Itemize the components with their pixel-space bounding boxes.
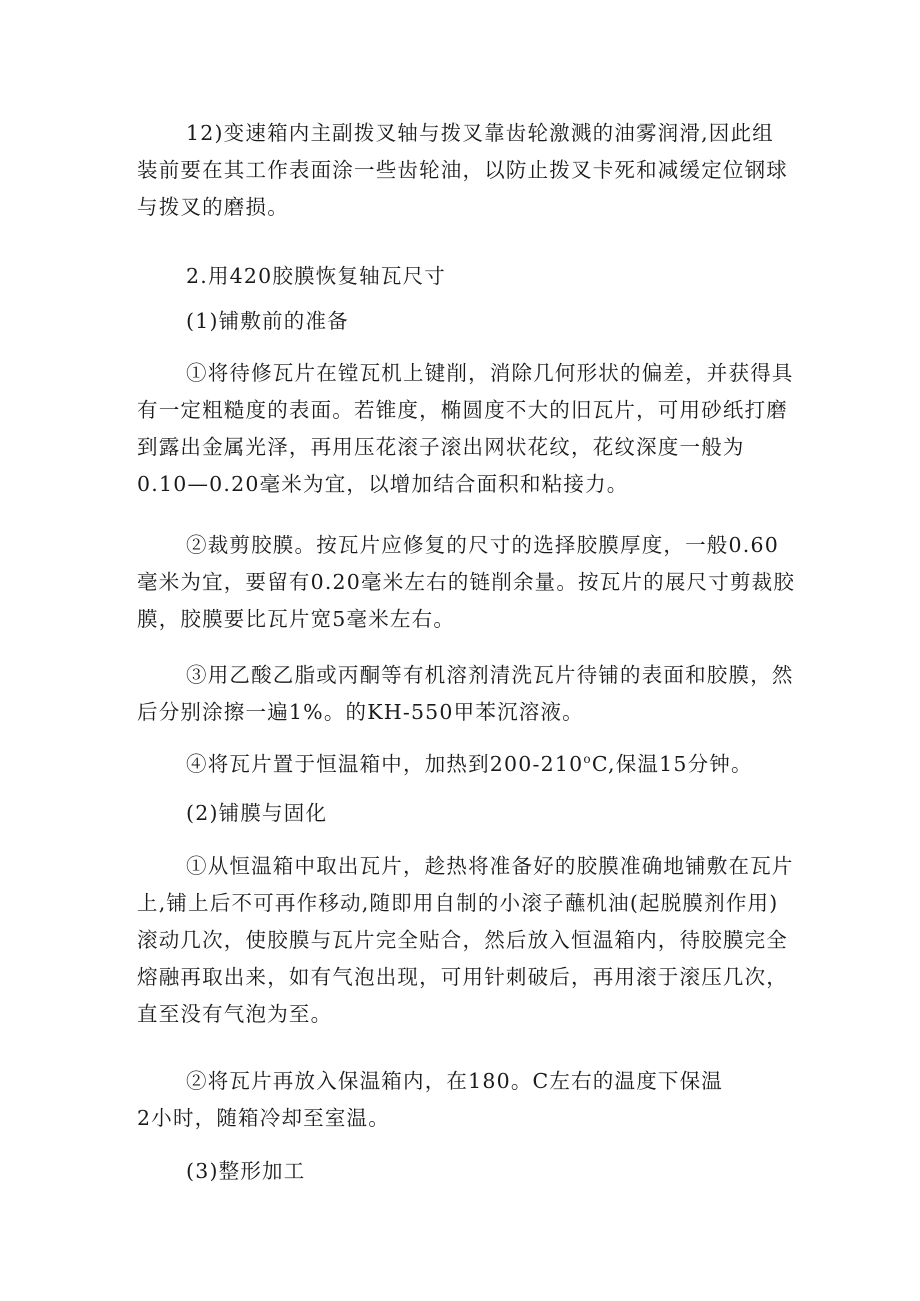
text-line: ②裁剪胶膜。按瓦片应修复的尺寸的选择胶膜厚度，一般0.60 — [186, 533, 779, 557]
text-line: 上,铺上后不可再作移动,随即用自制的小滚子蘸机油(起脱膜剂作用) — [137, 891, 779, 915]
text-line: 有一定粗糙度的表面。若锥度，椭圆度不大的旧瓦片，可用砂纸打磨 — [137, 398, 788, 422]
text-line — [137, 746, 787, 783]
text-line: 直至没有气泡为至。 — [137, 1002, 333, 1026]
paragraph-item-12 — [137, 115, 787, 226]
superscript-degree: o — [583, 752, 592, 767]
text-line: 2小时，随箱冷却至室温。 — [137, 1106, 390, 1130]
text-line: 12)变速箱内主副拨叉轴与拨叉靠齿轮激溅的油雾润滑,因此组 — [186, 121, 774, 145]
text-line: ③用乙酸乙脂或丙酮等有机溶剂清洗瓦片待铺的表面和胶膜，然 — [186, 663, 794, 687]
section-heading: 2.用420胶膜恢复轴瓦尺寸 — [186, 264, 446, 288]
text-line: 膜，胶膜要比瓦片宽5毫米左右。 — [137, 607, 456, 631]
subsection-heading: (2)铺膜与固化 — [186, 801, 328, 825]
text-line: 到露出金属光泽，再用压花滚子滚出网状花纹，花纹深度一般为 — [137, 435, 745, 459]
paragraph-cure-1 — [137, 848, 794, 1033]
text-line: ①从恒温箱中取出瓦片，趁热将准备好的胶膜准确地铺敷在瓦片 — [186, 854, 794, 878]
text-line: ①将待修瓦片在镗瓦机上键削，消除几何形状的偏差，并获得具 — [186, 361, 794, 385]
paragraph-step-3 — [137, 657, 794, 731]
text-line: 后分别涂擦一遍1%。的KH-550甲苯沉溶液。 — [137, 700, 584, 724]
text-segment: ④将瓦片置于恒温箱中，加热到200-210 — [186, 752, 584, 776]
text-segment: C,保温15分钟。 — [591, 752, 753, 776]
text-line: 0.10—0.20毫米为宜，以增加结合面积和粘接力。 — [137, 472, 629, 496]
text-line: 毫米为宜，要留有0.20毫米左右的链削余量。按瓦片的展尺寸剪裁胶 — [137, 570, 796, 594]
text-line: 滚动几次，使胶膜与瓦片完全贴合，然后放入恒温箱内，待胶膜完全 — [137, 928, 788, 952]
text-line: 装前要在其工作表面涂一些齿轮油，以防止拨叉卡死和减缓定位钢球 — [137, 158, 788, 182]
paragraph-step-4 — [137, 746, 787, 783]
paragraph-step-1 — [137, 355, 794, 503]
paragraph-step-2 — [137, 527, 796, 638]
text-line: 熔融再取出来，如有气泡出现，可用针刺破后，再用滚于滚压几次， — [137, 965, 788, 989]
text-line: 与拨叉的磨损。 — [137, 195, 289, 219]
paragraph-cure-2 — [137, 1063, 787, 1137]
subsection-heading: (3)整形加工 — [186, 1159, 306, 1183]
text-line: ②将瓦片再放入保温箱内，在180。C左右的温度下保温 — [186, 1069, 724, 1093]
subsection-heading: (1)铺敷前的准备 — [186, 309, 349, 333]
